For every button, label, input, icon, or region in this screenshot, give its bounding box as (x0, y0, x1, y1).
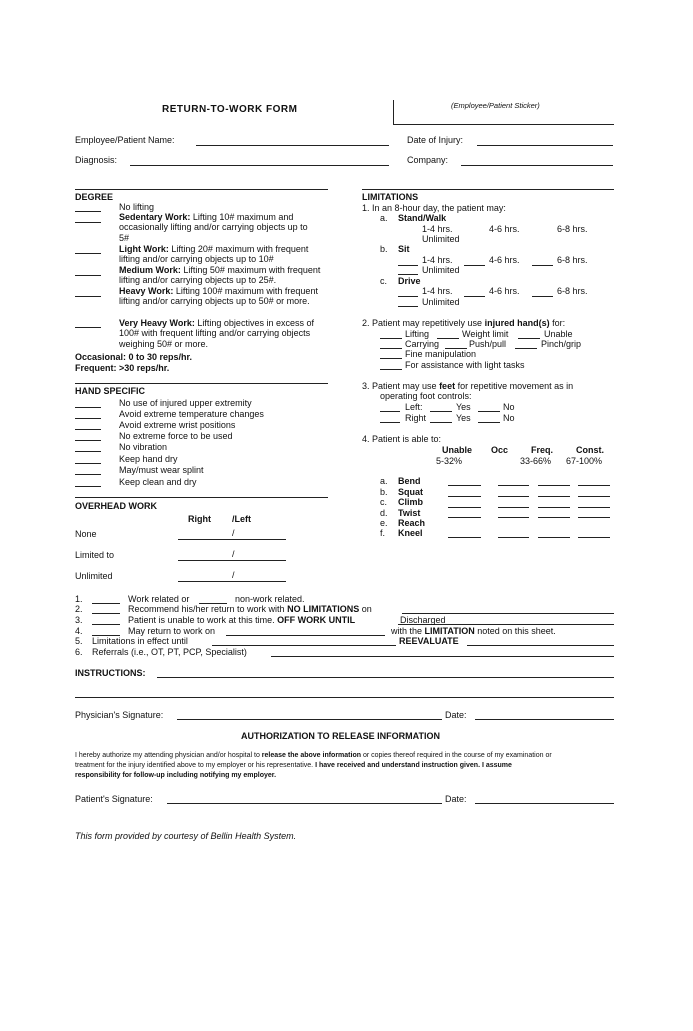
patient-signature-field[interactable] (167, 803, 442, 804)
authorization-line-1: I hereby authorize my attending physician and/or hospital to release the above information or copies thereof required in the course of my examination or (75, 752, 552, 759)
degree-medium: Medium Work: Lifting 50# maximum with frequent lifting and/or carrying objects up to 25#. (119, 265, 321, 286)
pct-3: 67-100% (566, 456, 603, 466)
overhead-rule (75, 497, 328, 498)
sticker-label: (Employee/Patient Sticker) (451, 101, 540, 110)
activity-field[interactable] (498, 507, 529, 508)
diagnosis-label: Diagnosis: (75, 155, 118, 165)
reevaluate-label: REEVALUATE (399, 636, 459, 646)
activity-name: Kneel (398, 528, 423, 538)
sit-hrs-2: 4-6 hrs. (489, 255, 520, 265)
activity-field[interactable] (538, 496, 570, 497)
work-related: Work related or (128, 594, 190, 604)
assist-tasks: For assistance with light tasks (405, 360, 525, 370)
foot-left-yes-check[interactable] (430, 411, 452, 412)
col-unable: Unable (442, 445, 473, 455)
activity-name: Climb (398, 497, 424, 507)
physician-signature-label: Physician's Signature: (75, 710, 164, 720)
activity-letter: d. (380, 508, 388, 518)
occasional-note: Occasional: 0 to 30 reps/hr. (75, 352, 193, 362)
employee-name-label: Employee/Patient Name: (75, 135, 175, 145)
foot-right-no: No (503, 413, 515, 423)
push-pull: Push/pull (469, 339, 507, 349)
drive-hrs-1: 1-4 hrs. (422, 286, 453, 296)
hand-check-5[interactable] (75, 463, 101, 464)
degree-sedentary: Sedentary Work: Lifting 10# maximum and occasionally lifting and/or carrying objects up to 5# (119, 212, 308, 243)
degree-check-medium[interactable] (75, 275, 101, 276)
off-work-text: Patient is unable to work at this time. OFF WORK UNTIL (128, 615, 356, 625)
patient-signature-label: Patient's Signature: (75, 794, 153, 804)
activity-letter: a. (380, 476, 388, 486)
no-limitations-text: Recommend his/her return to work with NO LIMITATIONS on (128, 604, 372, 614)
pct-2: 33-66% (520, 456, 552, 466)
discharged-text: Discharged (400, 615, 446, 625)
company-label: Company: (407, 155, 449, 165)
foot-right-no-check[interactable] (478, 422, 500, 423)
weight-limit: Weight limit (462, 329, 509, 339)
activity-field[interactable] (538, 485, 570, 486)
foot-left: Left: (405, 402, 423, 412)
limitations-heading: LIMITATIONS (362, 192, 419, 202)
referrals-label: Referrals (i.e., OT, PT, PCP, Specialist) (92, 647, 247, 657)
activity-name: Twist (398, 508, 421, 518)
hand-check-0[interactable] (75, 407, 101, 408)
letter-b: b. (380, 244, 388, 254)
overhead-right-header: Right (188, 514, 211, 524)
activity-field[interactable] (538, 517, 570, 518)
instructions-field-1[interactable] (157, 677, 614, 678)
authorization-line-3: responsibility for follow-up including notifying my employer. (75, 772, 277, 779)
form-title: RETURN-TO-WORK FORM (162, 104, 298, 115)
overhead-slash: / (232, 570, 235, 580)
stand-walk-label: Stand/Walk (398, 213, 447, 223)
pct-1: 5-32% (436, 456, 463, 466)
foot-right-check[interactable] (380, 422, 400, 423)
drive-check-3[interactable] (532, 296, 553, 297)
limitations-rule (362, 189, 614, 190)
authorization-title: AUTHORIZATION TO RELEASE INFORMATION (241, 731, 440, 741)
no-limitations-check[interactable] (92, 613, 120, 614)
limitations-q3: 3. Patient may use feet for repetitive movement as in (362, 381, 574, 391)
overhead-limited-field[interactable] (178, 560, 286, 561)
unable: Unable (544, 329, 573, 339)
fine-manipulation: Fine manipulation (405, 349, 477, 359)
activity-field[interactable] (578, 537, 610, 538)
foot-left-check[interactable] (380, 411, 400, 412)
hand-item: No extreme force to be used (119, 431, 233, 441)
limitations-q1: 1. In an 8-hour day, the patient may: (362, 203, 506, 213)
degree-check-very-heavy[interactable] (75, 327, 101, 328)
degree-light: Light Work: Lifting 20# maximum with frequent lifting and/or carrying objects up to 10# (119, 244, 309, 265)
activity-field[interactable] (578, 517, 610, 518)
instructions-field-2[interactable] (75, 697, 614, 698)
overhead-row-label: None (75, 529, 97, 539)
drive-hrs-3: 6-8 hrs. (557, 286, 588, 296)
activity-field[interactable] (578, 485, 610, 486)
activity-field[interactable] (448, 496, 481, 497)
activity-field[interactable] (578, 507, 610, 508)
degree-check-light[interactable] (75, 253, 101, 254)
return-date-field[interactable] (226, 635, 385, 636)
activity-letter: e. (380, 518, 388, 528)
drive-check-unlimited[interactable] (398, 306, 418, 307)
non-work-related: non-work related. (235, 594, 305, 604)
activity-field[interactable] (498, 517, 529, 518)
item-number: 6. (75, 647, 83, 657)
sit-unlimited: Unlimited (422, 265, 460, 275)
item-number: 3. (75, 615, 83, 625)
hand-check-3[interactable] (75, 440, 101, 441)
hand-check-4[interactable] (75, 451, 101, 452)
instructions-label: INSTRUCTIONS: (75, 668, 146, 678)
employee-name-field[interactable] (196, 145, 389, 146)
hand-check-1[interactable] (75, 418, 101, 419)
limitations-q4: 4. Patient is able to: (362, 434, 442, 444)
hand-item: May/must wear splint (119, 465, 204, 475)
sit-check-2[interactable] (464, 265, 485, 266)
limitations-until-label: Limitations in effect until (92, 636, 188, 646)
activity-name: Reach (398, 518, 426, 528)
letter-c: c. (380, 276, 388, 286)
overhead-slash: / (232, 549, 235, 559)
company-field[interactable] (461, 165, 613, 166)
pinch-check[interactable] (515, 348, 537, 349)
activity-letter: f. (380, 528, 386, 538)
foot-left-no-check[interactable] (478, 411, 500, 412)
overhead-none-field[interactable] (178, 539, 286, 540)
injury-date-label: Date of Injury: (407, 135, 464, 145)
physician-date-field[interactable] (475, 719, 614, 720)
stand-hrs-3: 6-8 hrs. (557, 224, 588, 234)
col-const: Const. (576, 445, 604, 455)
injury-date-field[interactable] (477, 145, 613, 146)
activity-field[interactable] (448, 537, 481, 538)
overhead-heading: OVERHEAD WORK (75, 501, 158, 511)
degree-no-lifting: No lifting (119, 202, 155, 212)
degree-heavy: Heavy Work: Lifting 100# maximum with frequent lifting and/or carrying objects up to 50# or more. (119, 286, 318, 307)
hand-item: Avoid extreme wrist positions (119, 420, 236, 430)
hand-lifting: Lifting (405, 329, 430, 339)
activity-field[interactable] (498, 537, 529, 538)
overhead-row-label: Limited to (75, 550, 115, 560)
hand-item: Avoid extreme temperature changes (119, 409, 264, 419)
hand-item: No use of injured upper extremity (119, 398, 252, 408)
hand-item: Keep clean and dry (119, 477, 197, 487)
carrying: Carrying (405, 339, 440, 349)
sit-check-1[interactable] (398, 265, 418, 266)
return-date-label: May return to work on (128, 626, 216, 636)
foot-left-no: No (503, 402, 515, 412)
patient-date-label: Date: (445, 794, 467, 804)
authorization-line-2: treatment for the injury identified above to my employer or his representative. I have received and understand instruction given. I assume (75, 762, 512, 769)
courtesy-note: This form provided by courtesy of Bellin Health System. (75, 831, 297, 841)
unable-check[interactable] (518, 338, 540, 339)
overhead-row-label: Unlimited (75, 571, 113, 581)
foot-right-yes-check[interactable] (430, 422, 452, 423)
drive-unlimited: Unlimited (422, 297, 460, 307)
item-number: 1. (75, 594, 83, 604)
off-work-check[interactable] (92, 624, 120, 625)
degree-check-heavy[interactable] (75, 296, 101, 297)
physician-signature-field[interactable] (177, 719, 442, 720)
degree-heading: DEGREE (75, 192, 114, 202)
limitations-until-field[interactable] (212, 645, 396, 646)
hand-check-7[interactable] (75, 486, 101, 487)
hand-rule (75, 383, 328, 384)
sit-check-unlimited[interactable] (398, 274, 418, 275)
col-freq: Freq. (531, 445, 554, 455)
foot-right: Right (405, 413, 427, 423)
hand-item: No vibration (119, 442, 168, 452)
work-related-check[interactable] (92, 603, 120, 604)
referrals-field[interactable] (271, 656, 614, 657)
frequent-note: Frequent: >30 reps/hr. (75, 363, 170, 373)
overhead-slash: / (232, 528, 235, 538)
activity-field[interactable] (448, 517, 481, 518)
fine-check[interactable] (380, 358, 402, 359)
drive-check-1[interactable] (398, 296, 418, 297)
patient-date-field[interactable] (475, 803, 614, 804)
overhead-unlimited-field[interactable] (178, 581, 286, 582)
col-occ: Occ (491, 445, 509, 455)
limitations-q2: 2. Patient may repetitively use injured hand(s) for: (362, 318, 566, 328)
activity-field[interactable] (448, 485, 481, 486)
no-limitations-date-field[interactable] (402, 613, 614, 614)
hand-check-6[interactable] (75, 474, 101, 475)
pinch-grip: Pinch/grip (541, 339, 582, 349)
item-number: 5. (75, 636, 83, 646)
carrying-check[interactable] (380, 348, 402, 349)
degree-check-no-lifting[interactable] (75, 211, 101, 212)
limitation-note: with the LIMITATION noted on this sheet. (391, 626, 556, 636)
sit-hrs-3: 6-8 hrs. (557, 255, 588, 265)
diagnosis-field[interactable] (130, 165, 389, 166)
item-number: 4. (75, 626, 83, 636)
activity-name: Bend (398, 476, 421, 486)
hand-check-2[interactable] (75, 429, 101, 430)
sit-check-3[interactable] (532, 265, 553, 266)
activity-letter: b. (380, 487, 388, 497)
item-number: 2. (75, 604, 83, 614)
drive-label: Drive (398, 276, 421, 286)
sit-hrs-1: 1-4 hrs. (422, 255, 453, 265)
activity-field[interactable] (448, 507, 481, 508)
reevaluate-field[interactable] (467, 645, 614, 646)
activity-field[interactable] (578, 496, 610, 497)
degree-check-sedentary[interactable] (75, 222, 101, 223)
drive-hrs-2: 4-6 hrs. (489, 286, 520, 296)
activity-field[interactable] (538, 507, 570, 508)
activity-letter: c. (380, 497, 388, 507)
degree-very-heavy: Very Heavy Work: Lifting objectives in excess of 100# with frequent lifting and/or carrying objects weighing 50# or more. (119, 318, 314, 349)
letter-a: a. (380, 213, 388, 223)
degree-rule (75, 189, 328, 190)
activity-field[interactable] (498, 496, 529, 497)
stand-unlimited: Unlimited (422, 234, 460, 244)
activity-name: Squat (398, 487, 424, 497)
foot-right-yes: Yes (456, 413, 471, 423)
activity-field[interactable] (498, 485, 529, 486)
foot-left-yes: Yes (456, 402, 471, 412)
stand-hrs-1: 1-4 hrs. (422, 224, 453, 234)
weight-limit-check[interactable] (437, 338, 459, 339)
hand-lifting-check[interactable] (380, 338, 402, 339)
assist-check[interactable] (380, 369, 402, 370)
limitations-q3-line2: operating foot controls: (380, 391, 472, 401)
hand-heading: HAND SPECIFIC (75, 386, 146, 396)
stand-hrs-2: 4-6 hrs. (489, 224, 520, 234)
sit-label: Sit (398, 244, 410, 254)
hand-item: Keep hand dry (119, 454, 178, 464)
physician-date-label: Date: (445, 710, 467, 720)
activity-field[interactable] (538, 537, 570, 538)
drive-check-2[interactable] (464, 296, 485, 297)
overhead-left-header: /Left (232, 514, 251, 524)
